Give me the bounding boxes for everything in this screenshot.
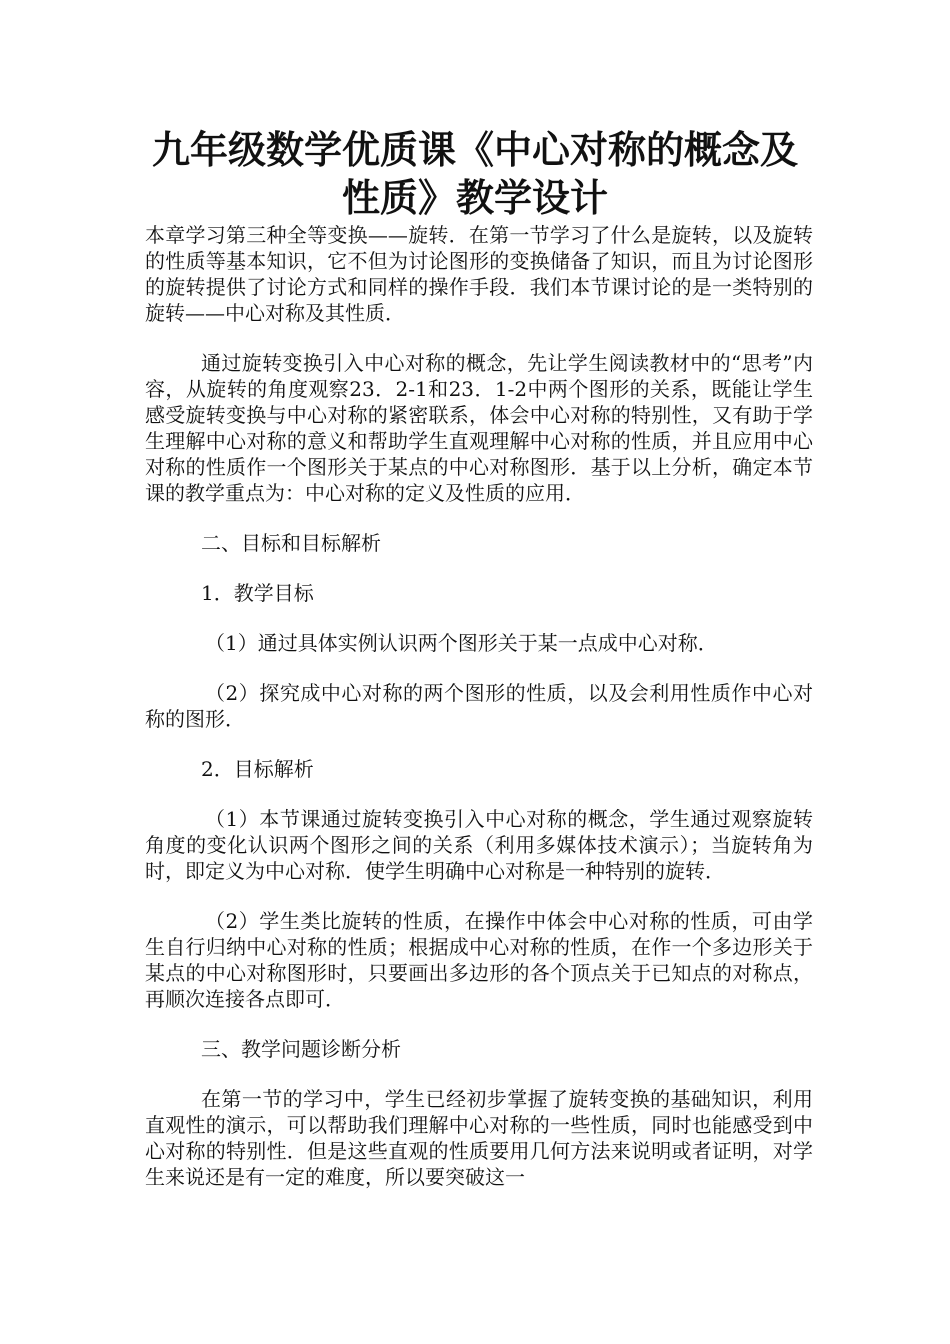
document-title [145, 126, 805, 222]
paragraph-analysis: 通过旋转变换引入中心对称的概念，先让学生阅读教材中的“思考”内容，从旋转的角度观察23．2-1和23．1-2中两个图形的关系，既能让学生感受旋转变换与中心对称的紧密联系，体会中心对称的特别性，又有助于学生理解中心对称的意义和帮助学生直观理解中心对称的性质，并且应用中心对称的性质作一个图形关于某点的中心对称图形．基于以上分析，确定本节课的教学重点为：中心对称的定义及性质的应用． [145, 351, 813, 505]
document-body [145, 222, 813, 1214]
title-line-2: 性质》教学设计 [341, 175, 608, 220]
goal-item-2: （2）探究成中心对称的两个图形的性质，以及会利用性质作中心对称的图形． [145, 681, 813, 731]
section-heading-goals: 二、目标和目标解析 [201, 531, 381, 555]
subheading-teaching-goals: 1．教学目标 [201, 581, 314, 605]
paragraph-diagnosis: 在第一节的学习中，学生已经初步掌握了旋转变换的基础知识，利用直观性的演示，可以帮助我们理解中心对称的一些性质，同时也能感受到中心对称的特别性．但是这些直观的性质要用几何方法来说明或者证明，对学生来说还是有一定的难度，所以要突破这一 [145, 1087, 813, 1189]
section-heading-diagnosis: 三、教学问题诊断分析 [201, 1037, 401, 1061]
analysis-item-1: （1）本节课通过旋转变换引入中心对称的概念，学生通过观察旋转角度的变化认识两个图形之间的关系（利用多媒体技术演示）；当旋转角为时，即定义为中心对称．使学生明确中心对称是一种特别的旋转． [145, 807, 813, 883]
goal-item-1: （1）通过具体实例认识两个图形关于某一点成中心对称． [205, 631, 718, 655]
paragraph-intro: 本章学习第三种全等变换——旋转．在第一节学习了什么是旋转，以及旋转的性质等基本知识，它不但为讨论图形的变换储备了知识，而且为讨论图形的旋转提供了讨论方式和同样的操作手段．我们本节课讨论的是一类特别的旋转——中心对称及其性质． [145, 223, 813, 325]
analysis-item-2: （2）学生类比旋转的性质，在操作中体会中心对称的性质，可由学生自行归纳中心对称的性质；根据成中心对称的性质，在作一个多边形关于某点的中心对称图形时，只要画出多边形的各个顶点关于已知点的对称点，再顺次连接各点即可． [145, 909, 813, 1011]
subheading-goal-analysis: 2．目标解析 [201, 757, 314, 781]
title-line-1: 九年级数学优质课《中心对称的概念及 [151, 127, 798, 172]
